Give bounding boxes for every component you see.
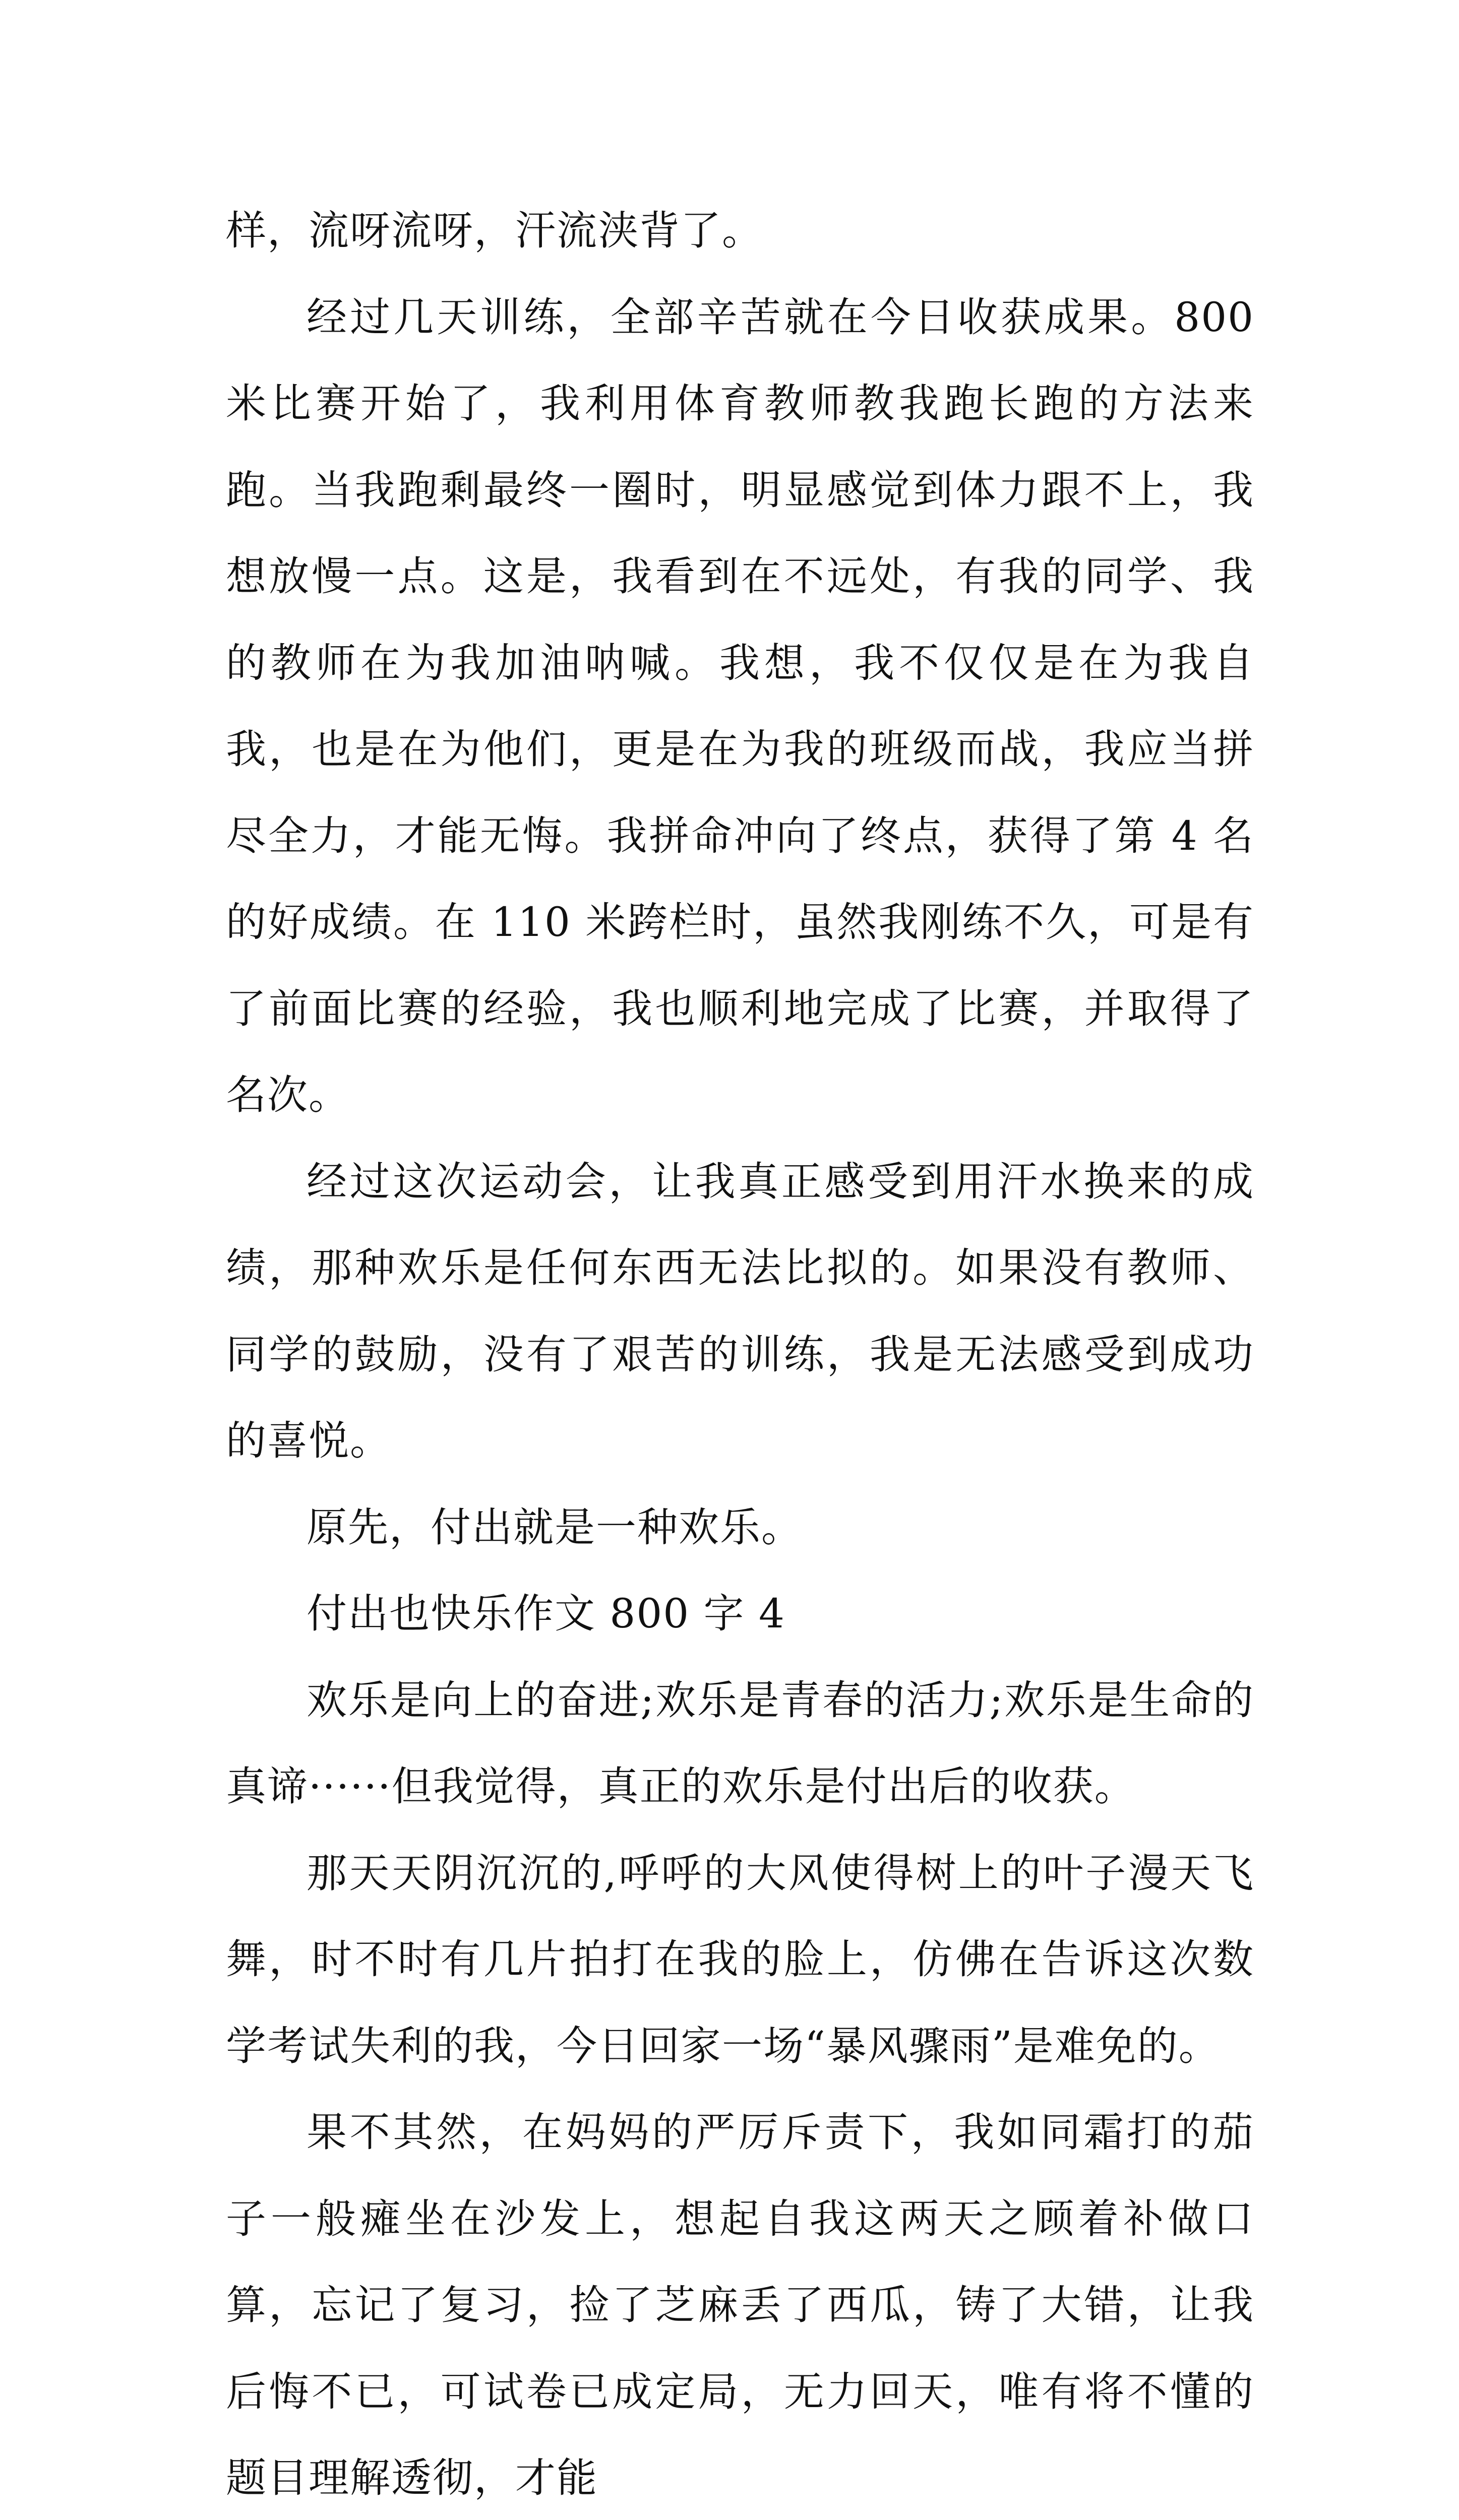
paragraph-8: 果不其然，在妈妈的严厉斥责下，我如同霜打的茄子一般瘫坐在沙发上，想起自我这两天之顾着补做口算，忘记了复习，捡了芝麻丢了西瓜，铸了大错，让我后悔不已，可试卷已成定局，无力回天，唯有将不懂的题目理解透彻，才能	[226, 2109, 1254, 2501]
paragraph-1: 样，流呀流呀，汗流浃背了。	[226, 207, 763, 254]
paragraph-6: 欢乐是向上的奋进;欢乐是青春的活力;欢乐是生命的真谛······但我觉得，真正的欢乐是付出后的收获。	[226, 1676, 1254, 1810]
section-heading: 付出也快乐作文 800 字 4	[307, 1590, 785, 1637]
paragraph-3: 经过这次运动会，让我真正感受到用汗水换来的成绩，那种欢乐是任何东西无法比拟的。如果没有教师、同学的鼓励，没有了艰苦的训练，我是无法感受到成功的喜悦。	[226, 1158, 1254, 1464]
document-body	[226, 187, 1254, 2520]
paragraph-7: 那天天阴沉沉的,呼呼的大风使得树上的叶子漫天飞舞，时不时有几片拍打在我的脸上，仿佛在告诉这次数学考试失利的我，今日回家一场“暴风骤雨”是难免的。	[226, 1849, 1254, 2069]
paragraph-2: 经过几天训练，全部辛苦就在今日收获成果。800 米比赛开始了，我利用体育教师教我跑长跑的方法来跑。当我跑剩最终一圈时，明显感觉到体力跟不上，我想放慢一点。这是，我看到在不远处，有我的同学、我的教师在为我加油呐喊。我想，我不仅仅是在为我自我，也是在为他们，更是在为我的班级而战，我应当拼尽全力，才能无悔。我拼命冲向了终点，获得了第 4 名的好成绩。在 110 米跨栏时，虽然我刚练不久，可是有了前面比赛的经验，我也顺利地完成了比赛，并取得了名次。	[226, 293, 1254, 1118]
paragraph-4: 原先，付出就是一种欢乐。	[307, 1503, 803, 1551]
